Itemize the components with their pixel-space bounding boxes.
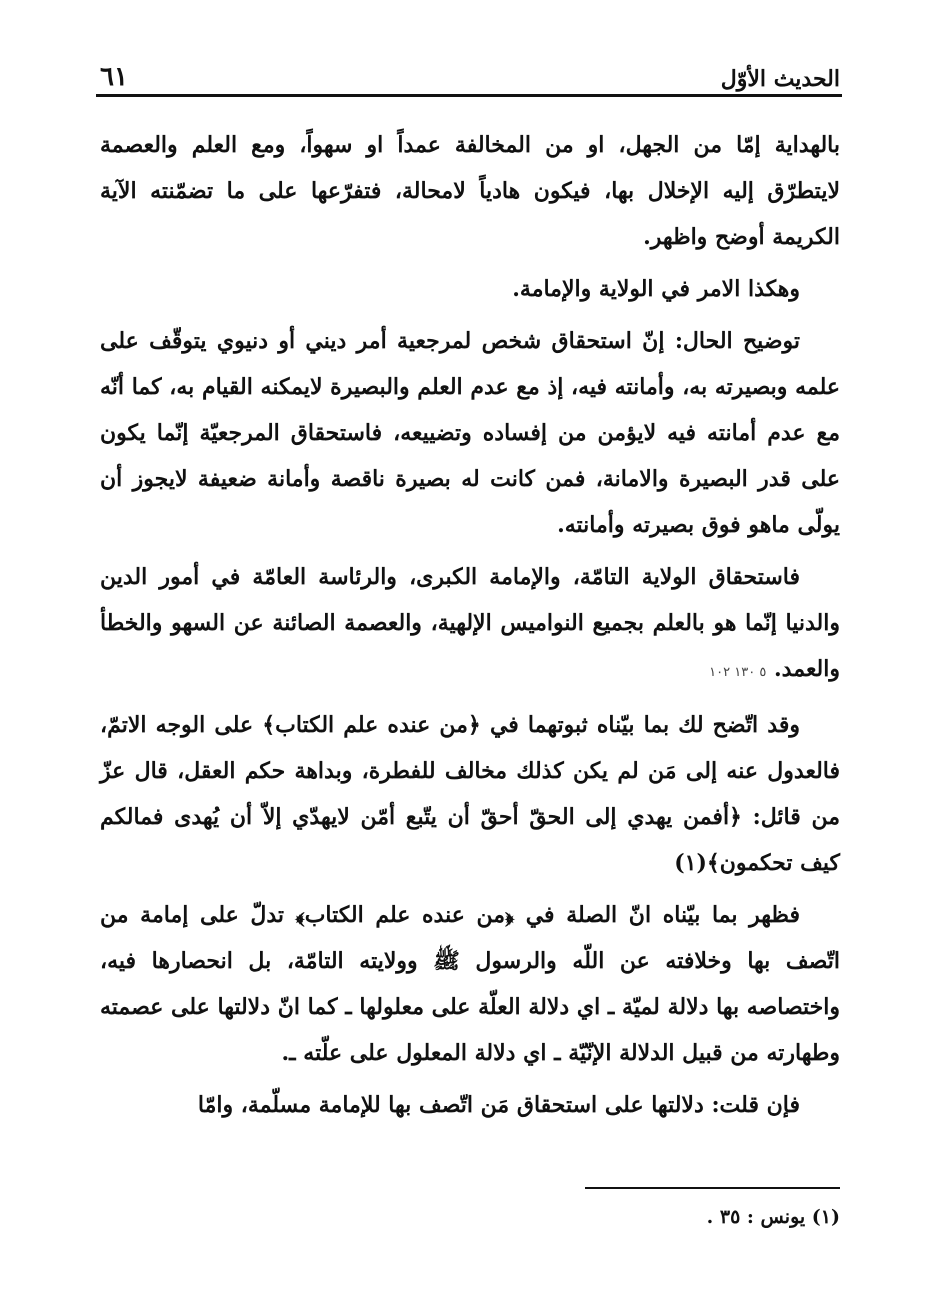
running-title: الحديث الأوّل (720, 66, 840, 92)
paragraph: بالهداية إمّا من الجهل، او من المخالفة عمداً او سهواً، ومع العلم والعصمة لايتطرّق إليه الإخلال بها، فيكون هادياً لامحالة، فتفرّعها على ما تضمّنته الآية الكريمة أوضح واظهر. (100, 132, 840, 250)
footnote: (١) يونس : ٣٥ . (706, 1206, 840, 1228)
page-number: ٦١ (100, 62, 128, 92)
paragraph: فظهر بما بيّناه انّ الصلة في ﴿من عنده علم الكتاب﴾ تدلّ على إمامة من اتّصف بها وخلافته عن اللّه والرسول ﷺ وولايته التامّة، بل انحصارها فيه، واختصاصه بها دلالة لميّة ـ اي دلالة العلّة على معلولها ـ كما انّ دلالتها على عصمته وطهارته من قبيل الدلالة الإنّيّة ـ اي دلالة المعلول على علّته ـ. (100, 902, 840, 1066)
paragraph (100, 1082, 840, 1128)
margin-note: ٥ ١٣٠ ١٠٢ (709, 665, 767, 680)
paragraph: وقد اتّضح لك بما بيّناه ثبوتهما في ﴿من عنده علم الكتاب﴾ على الوجه الاتمّ، فالعدول عنه إلى مَن لم يكن كذلك مخالف للفطرة، وبداهة حكم العقل، قال عزّ من قائل: ﴿أفمن يهدي إلى الحقّ أحقّ أن يتّبع أمّن لايهدّي إلاّ أن يُهدى فمالكم كيف تحكمون﴾(١) (100, 712, 840, 876)
paragraph (100, 318, 840, 548)
paragraph: وهكذا الامر في الولاية والإمامة. (512, 276, 800, 302)
page-header (100, 48, 840, 92)
main-text (100, 122, 840, 1134)
paragraph (100, 554, 840, 696)
paragraph-text: فاستحقاق الولاية التامّة، والإمامة الكبرى، والرئاسة العامّة في أمور الدين والدنيا إنّما هو بالعلم بجميع النواميس الإلهية، والعصمة الصائنة عن السهو والخطأ والعمد. (100, 564, 840, 682)
lead-term-objection: فإن قلت: (711, 1092, 800, 1118)
paragraph-text: إنّ استحقاق شخص لمرجعية أمر ديني أو دنيوي يتوقّف على علمه وبصيرته به، وأمانته فيه، إذ مع عدم العلم والبصيرة لايمكنه القيام به، كما أنّه مع عدم أمانته فيه لايؤمن من إفساده وتضييعه، فاستحقاق المرجعيّة إنّما يكون على قدر البصيرة والامانة، فمن كانت له بصيرة ناقصة وأمانة ضعيفة لايجوز أن يولّى ماهو فوق بصيرته وأمانته. (100, 328, 840, 538)
paragraph-text: دلالتها على استحقاق مَن اتّصف بها للإمامة مسلّمة، وامّا (197, 1092, 704, 1118)
footnote-rule (585, 1187, 840, 1189)
lead-term-explanation: توضيح الحال: (674, 328, 800, 354)
header-rule (96, 94, 842, 97)
